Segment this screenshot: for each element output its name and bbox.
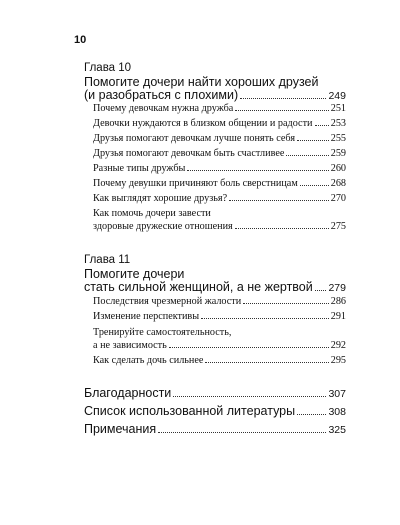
entry-title: Примечания <box>84 422 157 436</box>
toc-entry[interactable] <box>93 340 346 351</box>
toc-entry[interactable] <box>93 355 346 366</box>
page-ref: 292 <box>330 340 346 351</box>
page-ref: 270 <box>330 193 346 204</box>
page-ref: 259 <box>330 148 346 159</box>
toc-entry-back-matter[interactable] <box>84 386 346 400</box>
dot-leader <box>297 140 329 141</box>
page-ref: 307 <box>328 388 346 400</box>
dot-leader <box>201 318 329 319</box>
toc-entry[interactable] <box>93 193 346 204</box>
page-ref: 308 <box>328 406 346 418</box>
dot-leader <box>187 170 328 171</box>
chapter-title-line: Помогите дочери <box>84 267 185 281</box>
entry-title: Почему девочкам нужна дружба <box>93 103 234 114</box>
page-ref: 286 <box>330 296 346 307</box>
page-ref: 279 <box>328 282 346 294</box>
entry-title: Как сделать дочь сильнее <box>93 355 204 366</box>
dot-leader <box>286 155 328 156</box>
toc-entry[interactable] <box>93 221 346 232</box>
entry-title: Разные типы дружбы <box>93 163 186 174</box>
chapter-title-line: Помогите дочери найти хороших друзей <box>84 75 319 89</box>
dot-leader <box>173 396 326 397</box>
dot-leader <box>315 125 329 126</box>
dot-leader <box>205 362 328 363</box>
toc-entry[interactable] <box>93 163 346 174</box>
entry-title: Друзья помогают девочкам лучше понять себя <box>93 133 296 144</box>
page-ref: 291 <box>330 311 346 322</box>
dot-leader <box>297 414 326 415</box>
entry-title: а не зависимость <box>93 340 167 351</box>
entry-title-line: Как помочь дочери завести <box>93 208 211 219</box>
dot-leader <box>243 303 329 304</box>
dot-leader <box>158 432 326 433</box>
toc-entry-chapter[interactable] <box>84 280 346 294</box>
entry-title: Изменение перспективы <box>93 311 200 322</box>
toc-entry[interactable] <box>93 133 346 144</box>
entry-title: Как выглядят хорошие друзья? <box>93 193 228 204</box>
toc-entry[interactable] <box>93 103 346 114</box>
page-ref: 268 <box>330 178 346 189</box>
entry-title: Девочки нуждаются в близком общении и радости <box>93 118 313 129</box>
entry-title: Последствия чрезмерной жалости <box>93 296 242 307</box>
page-ref: 260 <box>330 163 346 174</box>
page-ref: 249 <box>328 90 346 102</box>
page-number: 10 <box>74 34 87 46</box>
toc-entry-chapter[interactable] <box>84 88 346 102</box>
dot-leader <box>240 98 326 99</box>
dot-leader <box>229 200 329 201</box>
chapter-label: Глава 11 <box>84 254 131 266</box>
page-ref: 255 <box>330 133 346 144</box>
chapter-title-line: стать сильной женщиной, а не жертвой <box>84 280 313 294</box>
dot-leader <box>235 228 329 229</box>
dot-leader <box>169 347 329 348</box>
entry-title: Друзья помогают девочкам быть счастливее <box>93 148 285 159</box>
entry-title: Почему девушки причиняют боль сверстницам <box>93 178 298 189</box>
toc-entry-back-matter[interactable] <box>84 404 346 418</box>
chapter-title-line: (и разобраться с плохими) <box>84 88 239 102</box>
entry-title: Список использованной литературы <box>84 404 296 418</box>
toc-entry[interactable] <box>93 178 346 189</box>
entry-title-line: Тренируйте самостоятельность, <box>93 327 232 338</box>
dot-leader <box>235 110 328 111</box>
dot-leader <box>315 290 327 291</box>
chapter-label: Глава 10 <box>84 62 132 74</box>
toc-entry[interactable] <box>93 296 346 307</box>
page-ref: 275 <box>330 221 346 232</box>
page-ref: 295 <box>330 355 346 366</box>
entry-title: Благодарности <box>84 386 172 400</box>
entry-title: здоровые дружеские отношения <box>93 221 233 232</box>
page-ref: 253 <box>330 118 346 129</box>
dot-leader <box>300 185 329 186</box>
toc-entry[interactable] <box>93 311 346 322</box>
toc-entry-back-matter[interactable] <box>84 422 346 436</box>
toc-entry[interactable] <box>93 148 346 159</box>
page-ref: 251 <box>330 103 346 114</box>
page-ref: 325 <box>328 424 346 436</box>
toc-entry[interactable] <box>93 118 346 129</box>
